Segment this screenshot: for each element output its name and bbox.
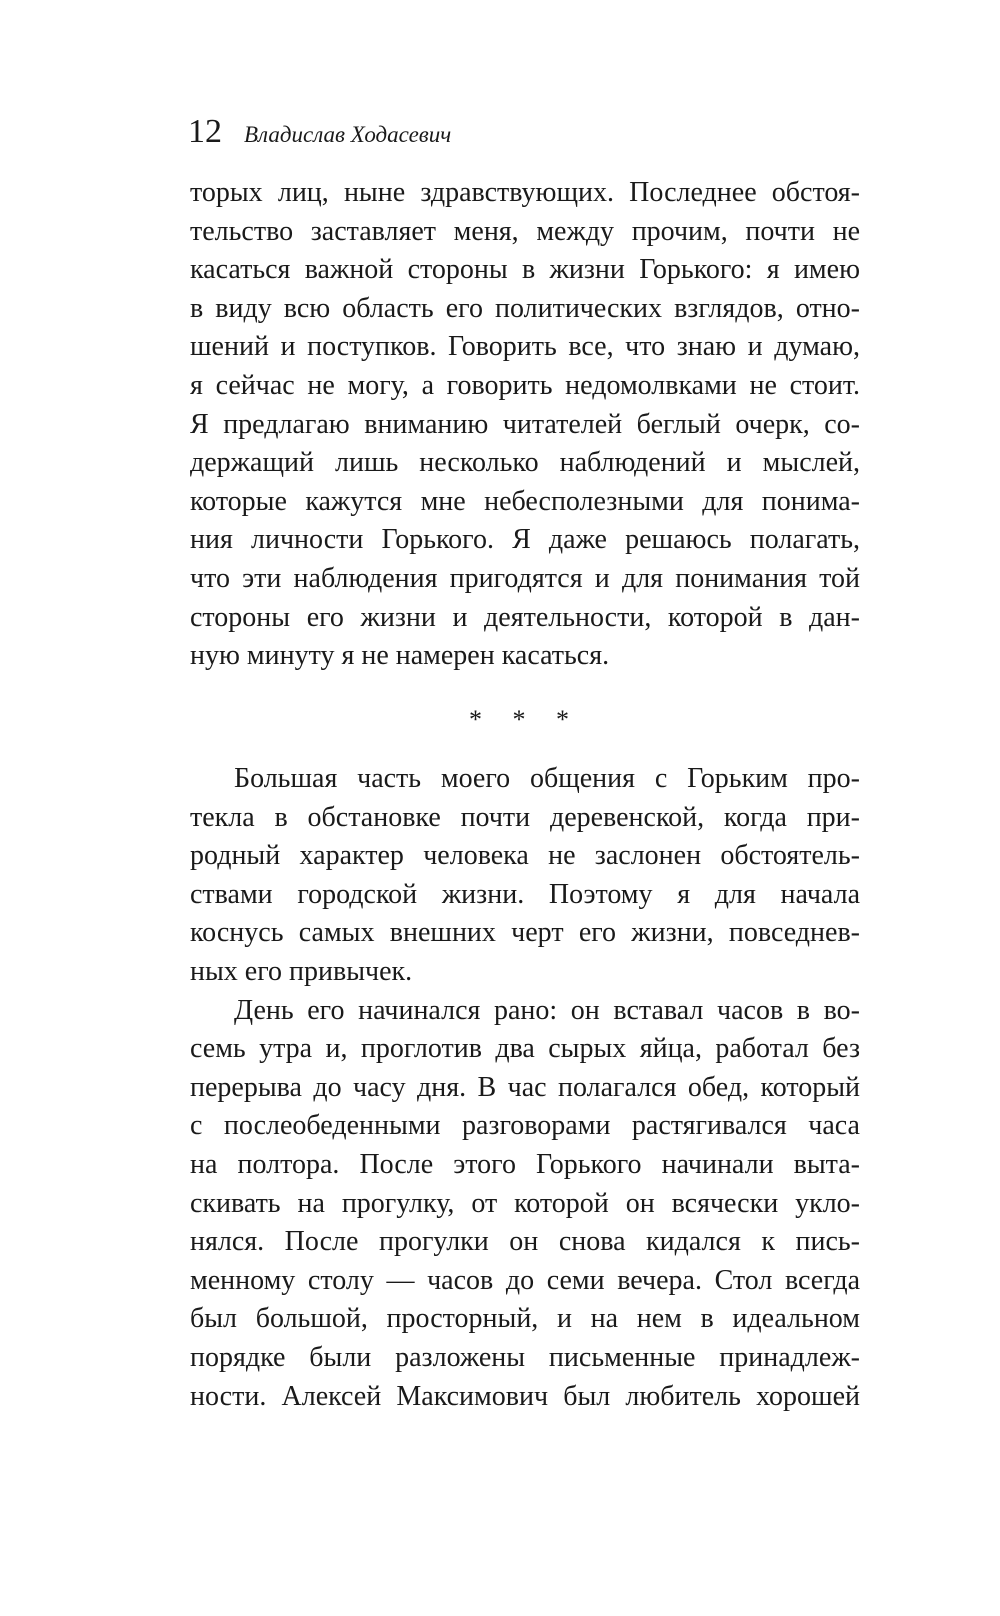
text-line: порядке были разложены письменные принадлеж- [190,1341,860,1373]
text-line: я сейчас не могу, а говорить недомолвками не стоит. [190,369,860,401]
text-line: скивать на прогулку, от которой он всячески укло- [190,1187,860,1219]
text-line: Большая часть моего общения с Горьким про- [234,763,860,794]
text-line: с послеобеденными разговорами растягивался часа [190,1110,860,1142]
text-line: был большой, просторный, и на нем в идеальном [190,1303,860,1335]
text-line: День его начинался рано: он вставал часов в во- [234,994,860,1026]
text-line: ности. Алексей Максимович был любитель хорошей [190,1380,860,1412]
text-line: нялся. После прогулки он снова кидался к пись- [190,1226,860,1258]
text-line: в виду всю область его политических взглядов, отно- [190,292,860,324]
paragraph-intro-continuation [190,174,860,676]
text-line: на полтора. После этого Горького начинали выта- [190,1148,860,1180]
text-line: шений и поступков. Говорить все, что знаю и думаю, [190,331,860,363]
text-line: которые кажутся мне небесполезными для понима- [190,485,860,517]
text-line: семь утра и, проглотив два сырых яйца, работал без [190,1033,860,1065]
text-line: стороны его жизни и деятельности, которой в дан- [190,601,860,633]
section-body [190,760,860,1416]
section-separator: * * * [469,705,581,734]
text-line: ную минуту я не намерен касаться. [190,640,610,672]
text-line: ния личности Горького. Я даже решаюсь полагать, [190,524,860,556]
text-line: ных его привычек. [190,955,413,987]
page-number: 12 [188,113,222,150]
text-line: держащий лишь несколько наблюдений и мыслей, [190,447,860,479]
text-line: менному столу — часов до семи вечера. Стол всегда [190,1264,860,1296]
running-head-author: Владислав Ходасевич [244,122,452,147]
running-head [188,108,451,156]
text-line: Я предлагаю вниманию читателей беглый очерк, со- [190,408,860,440]
text-line: родный характер человека не заслонен обстоятель- [190,840,860,872]
text-line: ствами городской жизни. Поэтому я для начала [190,878,860,910]
text-line: торых лиц, ныне здравствующих. Последнее обстоя- [190,177,860,208]
text-line: тельство заставляет меня, между прочим, почти не [190,215,860,247]
text-line: касаться важной стороны в жизни Горького: я имею [190,254,860,286]
text-line: коснусь самых внешних черт его жизни, повседнев- [190,917,860,949]
text-line: что эти наблюдения пригодятся и для понимания той [190,562,860,594]
text-line: перерыва до часу дня. В час полагался обед, который [190,1071,860,1103]
text-line: текла в обстановке почти деревенской, когда при- [190,801,860,833]
